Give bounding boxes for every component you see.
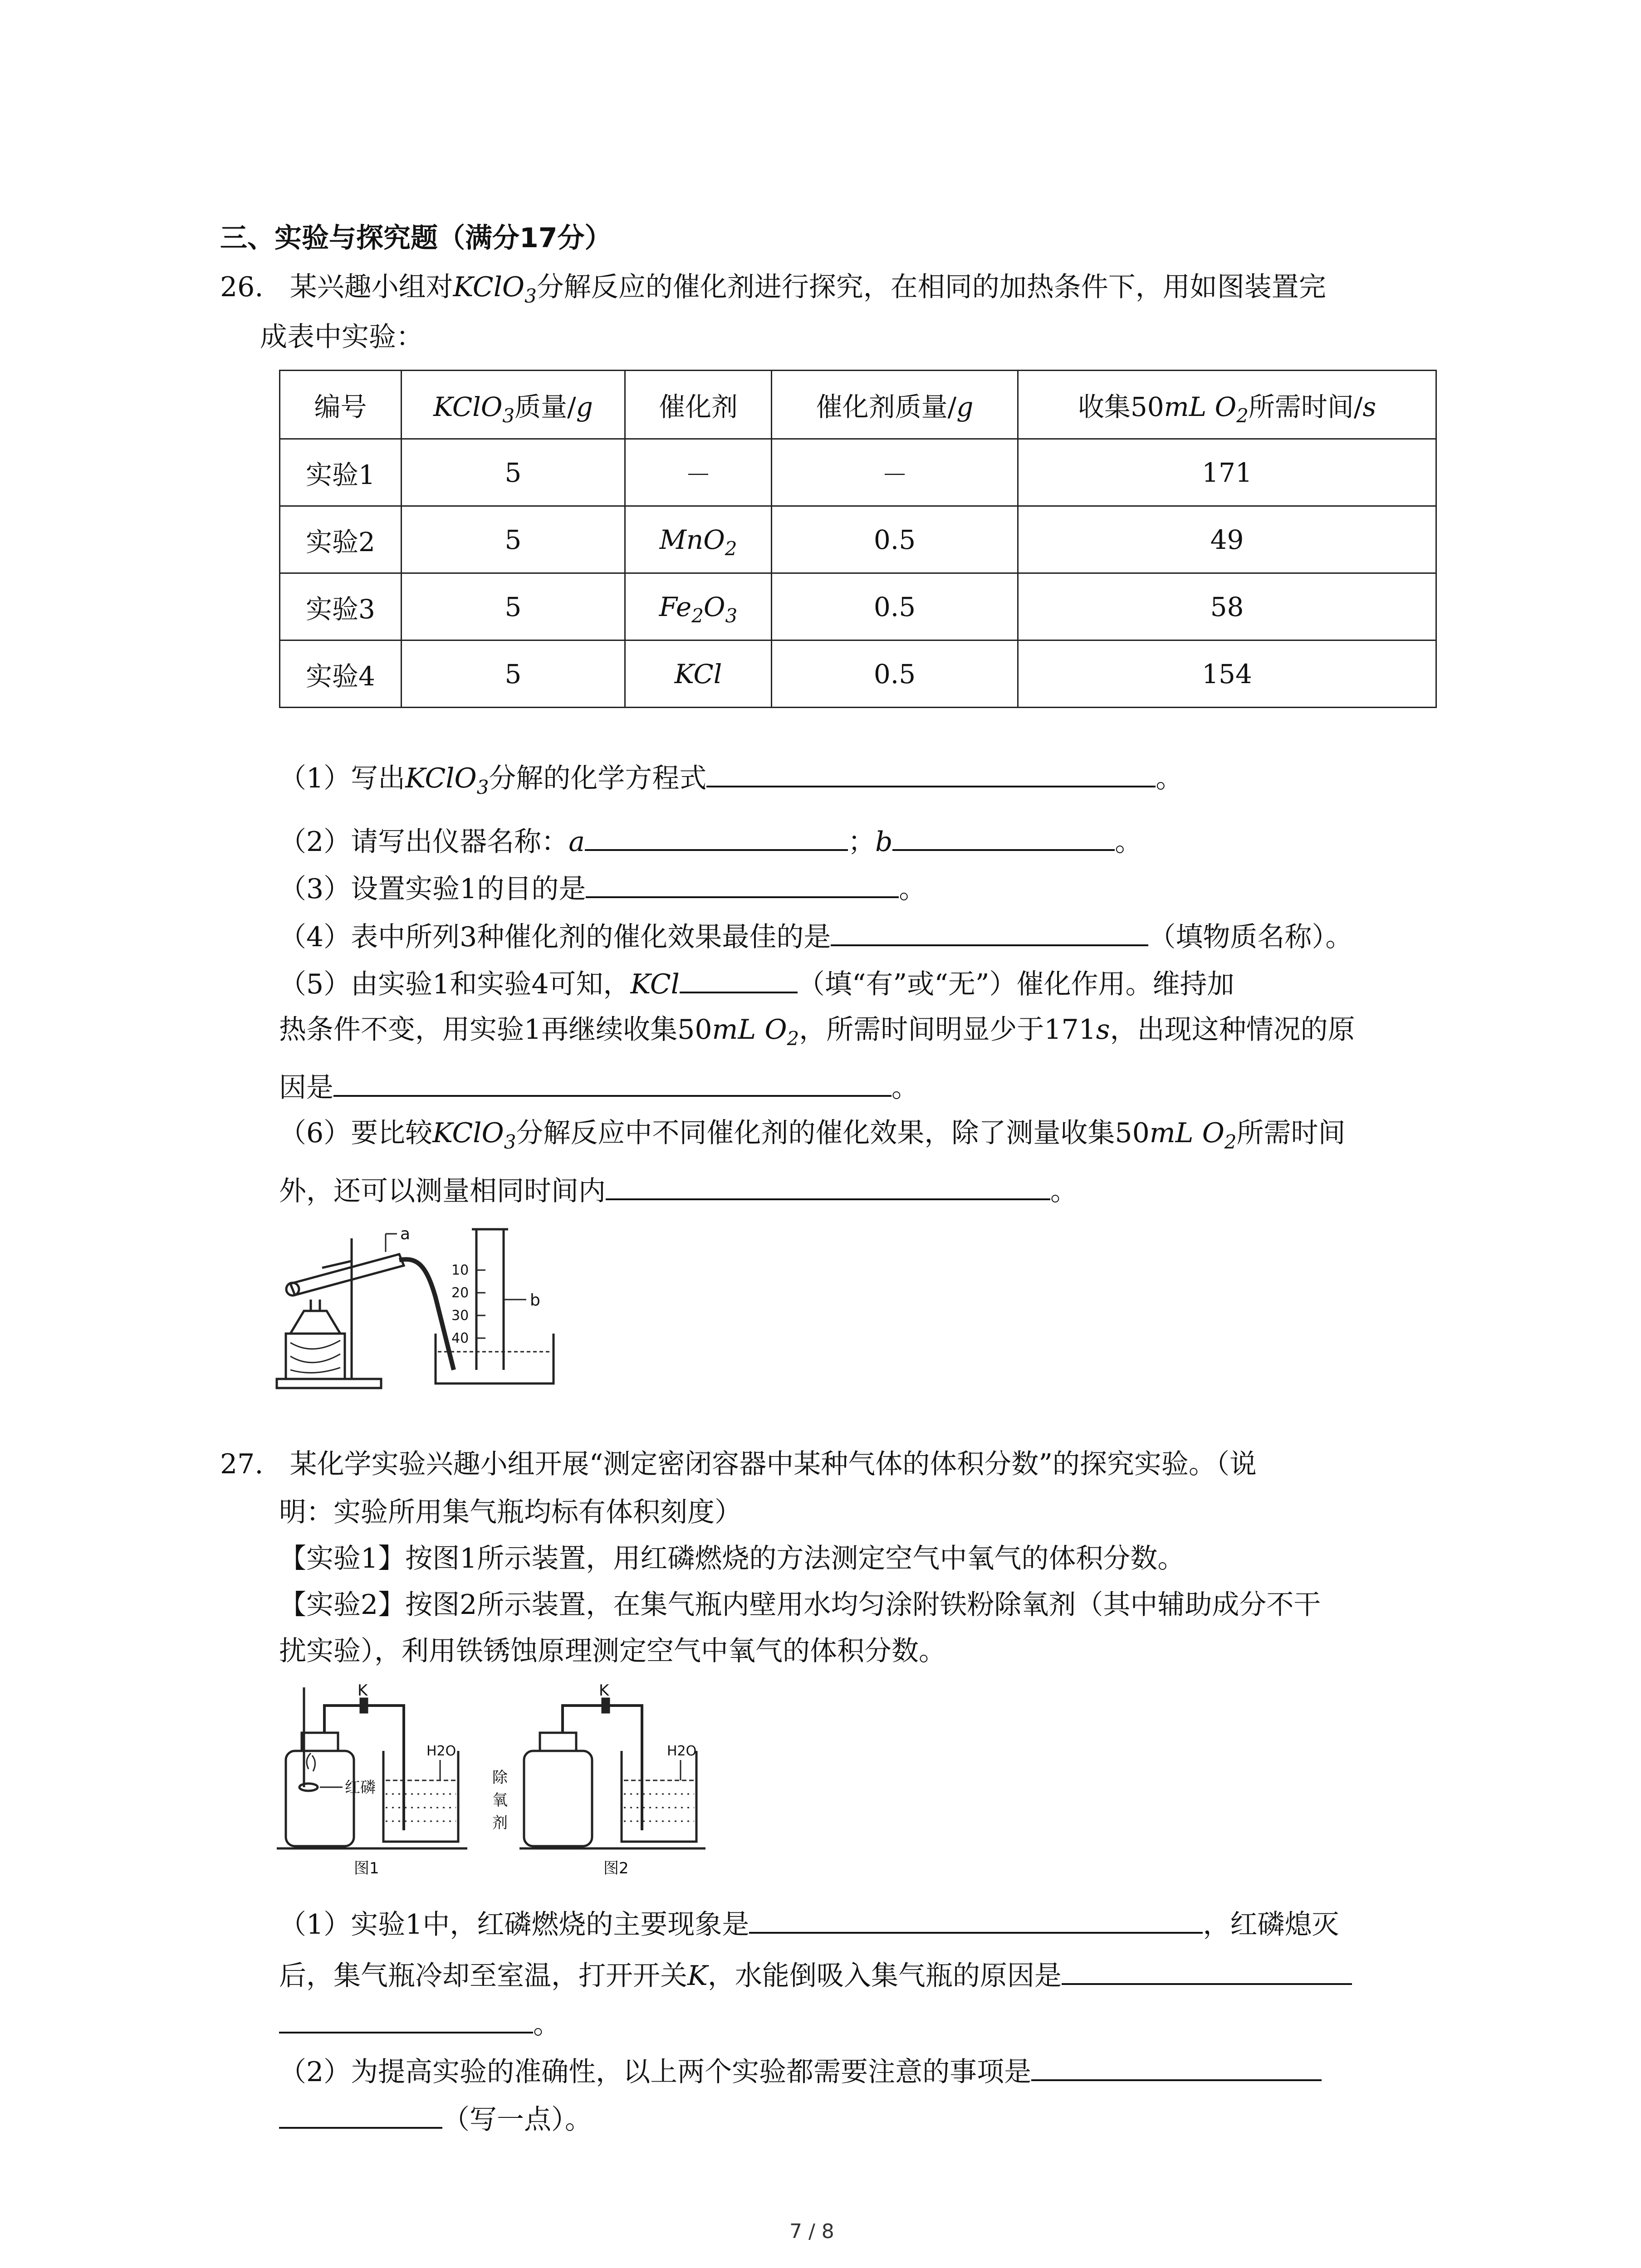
answer-blank-cause-cont[interactable] xyxy=(279,2003,533,2033)
table-cell: 实验4 xyxy=(280,640,402,708)
table-cell: 实验2 xyxy=(280,506,402,573)
q26-part5-line1: （5）由实验1和实验4可知，KCl （填“有”或“无”）催化作用。维持加 xyxy=(279,963,1234,1002)
answer-blank-phenomenon[interactable] xyxy=(749,1903,1203,1934)
kclo3-apparatus-figure xyxy=(272,1220,563,1402)
table-cell: 5 xyxy=(402,640,625,708)
q26-part5-line2: 热条件不变，用实验1再继续收集50mL $O_2$，所需时间明显少于171s，出现这种情况的原 xyxy=(279,1014,1355,1050)
table-header: KClO$_3$质量/g xyxy=(402,371,625,439)
experiment-table xyxy=(279,370,1437,708)
q27-exp1: 【实验1】按图1所示装置，用红磷燃烧的方法测定空气中氧气的体积分数。 xyxy=(279,1543,1185,1574)
q26-part4: （4）表中所列3种催化剂的催化效果最佳的是 （填物质名称）。 xyxy=(279,915,1352,955)
answer-blank-kcl[interactable] xyxy=(680,963,798,993)
q27-part2-line1: （2）为提高实验的准确性，以上两个实验都需要注意的事项是 xyxy=(279,2050,1322,2090)
q26-part5-line3: 因是 。 xyxy=(279,1066,919,1106)
figure1-caption: 图1 xyxy=(354,1859,379,1877)
table-cell: 0.5 xyxy=(772,506,1018,573)
answer-blank-measure[interactable] xyxy=(606,1169,1050,1200)
answer-blank-purpose[interactable] xyxy=(586,867,899,898)
label-k: K xyxy=(599,1681,609,1700)
label-deoxidizer: 氧 xyxy=(492,1791,508,1809)
connecting-tube xyxy=(563,1706,642,1830)
table-header: 收集50mL $O_2$所需时间/s xyxy=(1018,371,1436,439)
table-header: 编号 xyxy=(280,371,402,439)
q26-part1: （1）写出KClO$_3$分解的化学方程式 。 xyxy=(279,757,1183,797)
figure1-red-phosphorus-apparatus xyxy=(277,1678,490,1882)
table-cell: 154 xyxy=(1018,640,1436,708)
formula-kclo3: KClO$_3$ xyxy=(453,271,537,307)
answer-blank-equation[interactable] xyxy=(706,757,1156,787)
table-cell: 49 xyxy=(1018,506,1436,573)
table-cell: 0.5 xyxy=(772,640,1018,708)
gas-jar xyxy=(286,1751,354,1846)
table-cell: 5 xyxy=(402,506,625,573)
label-a: a xyxy=(400,1225,411,1243)
table-row xyxy=(280,573,1436,640)
q26-number: 26. xyxy=(220,271,264,303)
tick-label: 20 xyxy=(451,1285,469,1301)
section-title: 三、实验与探究题（满分17分） xyxy=(220,222,612,254)
figure2-deoxidizer-apparatus xyxy=(481,1678,726,1882)
table-cell: 5 xyxy=(402,573,625,640)
table-row xyxy=(280,439,1436,506)
table-header: 催化剂质量/g xyxy=(772,371,1018,439)
table-cell: KCl xyxy=(625,640,772,708)
answer-blank-a[interactable] xyxy=(585,820,848,851)
label-deoxidizer: 剂 xyxy=(492,1814,508,1832)
tick-label: 30 xyxy=(451,1308,469,1324)
delivery-tube xyxy=(399,1259,454,1370)
connecting-tube xyxy=(324,1706,404,1830)
q27-exp2-line1: 【实验2】按图2所示装置，在集气瓶内壁用水均匀涂附铁粉除氧剂（其中辅助成分不干 xyxy=(279,1589,1321,1621)
beaker xyxy=(622,1751,696,1842)
q27-line1: 27. 某化学实验兴趣小组开展“测定密闭容器中某种气体的体积分数”的探究实验。（说 xyxy=(220,1448,1257,1480)
label-h2o: H2O xyxy=(426,1743,456,1759)
answer-blank-cause[interactable] xyxy=(1062,1954,1352,1985)
answer-blank-precaution[interactable] xyxy=(1031,2050,1322,2081)
table-cell: 171 xyxy=(1018,439,1436,506)
label-h2o: H2O xyxy=(667,1743,697,1759)
label-k: K xyxy=(358,1681,368,1700)
table-cell: 5 xyxy=(402,439,625,506)
table-row xyxy=(280,640,1436,708)
table-cell: 58 xyxy=(1018,573,1436,640)
q27-part1-line2: 后，集气瓶冷却至室温，打开开关K，水能倒吸入集气瓶的原因是 xyxy=(279,1954,1352,1994)
q27-part1-line1: （1）实验1中，红磷燃烧的主要现象是 ，红磷熄灭 xyxy=(279,1903,1339,1943)
table-header-row xyxy=(280,371,1436,439)
tick-label: 40 xyxy=(451,1330,469,1346)
measuring-cylinder xyxy=(472,1229,508,1370)
q27-part2-line2: （写一点）。 xyxy=(279,2098,592,2138)
q26-line2: 成表中实验： xyxy=(260,321,423,353)
gas-jar xyxy=(524,1751,592,1846)
table-cell: 实验1 xyxy=(280,439,402,506)
table-row xyxy=(280,506,1436,573)
test-tube xyxy=(290,1254,404,1295)
answer-blank-reason[interactable] xyxy=(333,1066,892,1097)
beaker xyxy=(383,1751,458,1842)
table-header: 催化剂 xyxy=(625,371,772,439)
answer-blank-b[interactable] xyxy=(892,820,1115,851)
q27-part1-line3: 。 xyxy=(279,2003,560,2043)
label-b: b xyxy=(530,1291,540,1310)
table-cell: 0.5 xyxy=(772,573,1018,640)
table-cell: － xyxy=(625,439,772,506)
table-cell: 实验3 xyxy=(280,573,402,640)
answer-blank-precaution-cont[interactable] xyxy=(279,2098,442,2129)
table-cell: $Fe_2O_3$ xyxy=(625,573,772,640)
table-cell: － xyxy=(772,439,1018,506)
tick-label: 10 xyxy=(451,1262,469,1278)
answer-blank-best-catalyst[interactable] xyxy=(831,915,1148,946)
q26-part6-line1: （6）要比较KClO$_3$分解反应中不同催化剂的催化效果，除了测量收集50mL $O_2$所需时间 xyxy=(279,1117,1346,1153)
figure2-caption: 图2 xyxy=(603,1859,629,1877)
q26-part2: （2）请写出仪器名称：a ；b 。 xyxy=(279,820,1142,860)
q27-number: 27. xyxy=(220,1448,264,1480)
label-deoxidizer: 除 xyxy=(492,1769,508,1787)
q26-part3: （3）设置实验1的目的是 。 xyxy=(279,867,926,907)
stand-base xyxy=(277,1379,381,1388)
q27-line2: 明：实验所用集气瓶均标有体积刻度） xyxy=(279,1496,742,1528)
table-cell: MnO$_2$ xyxy=(625,506,772,573)
page-number: 7 / 8 xyxy=(789,2220,834,2243)
label-red-phosphorus: 红磷 xyxy=(345,1779,376,1797)
q26-line1: 26. 某兴趣小组对KClO$_3$分解反应的催化剂进行探究，在相同的加热条件下，用如图装置完 xyxy=(220,271,1326,307)
q27-exp2-line2: 扰实验），利用铁锈蚀原理测定空气中氧气的体积分数。 xyxy=(279,1635,946,1667)
q26-part6-line2: 外，还可以测量相同时间内 。 xyxy=(279,1169,1078,1209)
